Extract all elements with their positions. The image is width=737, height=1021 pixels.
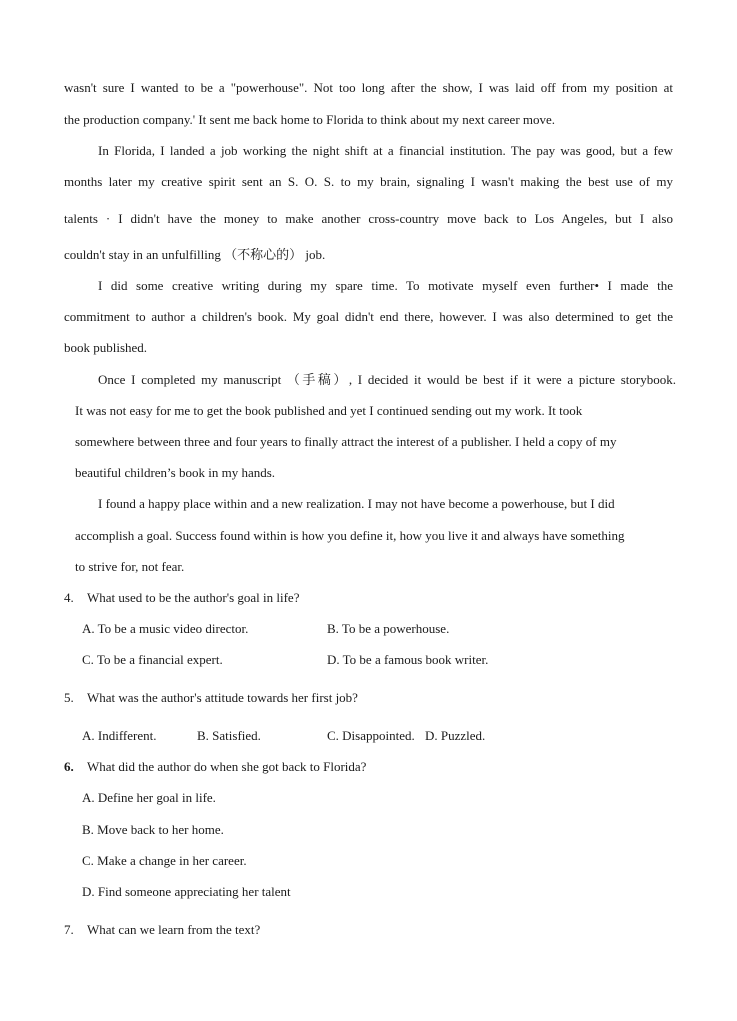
option-c: C. To be a financial expert. [82, 652, 223, 667]
option-a: A. Indifferent. [82, 728, 157, 743]
passage-line: the production company.' It sent me back home to Florida to think about my next career move. [64, 112, 556, 127]
question-number: 7. [64, 922, 74, 937]
option-d: D. To be a famous book writer. [327, 652, 489, 667]
question-5 [64, 690, 358, 706]
passage-line: book published. [64, 340, 148, 355]
passage-line: In Florida, I landed a job working the night shift at a financial institution. The pay was good, but a few [98, 143, 673, 158]
option-c: C. Disappointed. [327, 728, 415, 743]
passage-line: talents · I didn't have the money to make another cross-country move back to Los Angeles, but I also [64, 211, 673, 226]
question-6 [64, 759, 366, 775]
option-d: D. Find someone appreciating her talent [82, 884, 291, 899]
option-a: A. To be a music video director. [82, 621, 249, 636]
option-b: B. Move back to her home. [82, 822, 224, 837]
question-text: What did the author do when she got back to Florida? [87, 759, 367, 774]
passage-line: It was not easy for me to get the book published and yet I continued sending out my work. It took [75, 403, 583, 418]
question-text: What can we learn from the text? [87, 922, 261, 937]
passage-line: accomplish a goal. Success found within is how you define it, how you live it and always have something [75, 528, 625, 543]
passage-line: commitment to author a children's book. My goal didn't end there, however. I was also determined to get the [64, 309, 673, 324]
question-4 [64, 590, 299, 606]
passage-line: wasn't sure I wanted to be a "powerhouse". Not too long after the show, I was laid off from my position at [64, 80, 673, 95]
option-b: B. Satisfied. [197, 728, 261, 743]
question-number: 5. [64, 690, 74, 705]
question-text: What was the author's attitude towards her first job? [87, 690, 358, 705]
passage-line: to strive for, not fear. [75, 559, 185, 574]
passage-line: beautiful children’s book in my hands. [75, 465, 276, 480]
option-d: D. Puzzled. [425, 728, 486, 743]
question-7 [64, 922, 260, 938]
passage-line: months later my creative spirit sent an S. O. S. to my brain, signaling I wasn't making the best use of my [64, 174, 673, 189]
passage-line: I did some creative writing during my spare time. To motivate myself even further• I made the [98, 278, 673, 293]
passage-line: Once I completed my manuscript （手稿）, I decided it would be best if it were a picture storybook. [98, 372, 676, 387]
option-a: A. Define her goal in life. [82, 790, 216, 805]
option-c: C. Make a change in her career. [82, 853, 247, 868]
option-b: B. To be a powerhouse. [327, 621, 450, 636]
question-number: 6. [64, 759, 74, 774]
passage-line: couldn't stay in an unfulfilling （不称心的） job. [64, 247, 326, 262]
passage-line: I found a happy place within and a new realization. I may not have become a powerhouse, but I did [98, 496, 615, 511]
passage-line: somewhere between three and four years to finally attract the interest of a publisher. I held a copy of my [75, 434, 617, 449]
question-text: What used to be the author's goal in life? [87, 590, 300, 605]
question-number: 4. [64, 590, 74, 605]
